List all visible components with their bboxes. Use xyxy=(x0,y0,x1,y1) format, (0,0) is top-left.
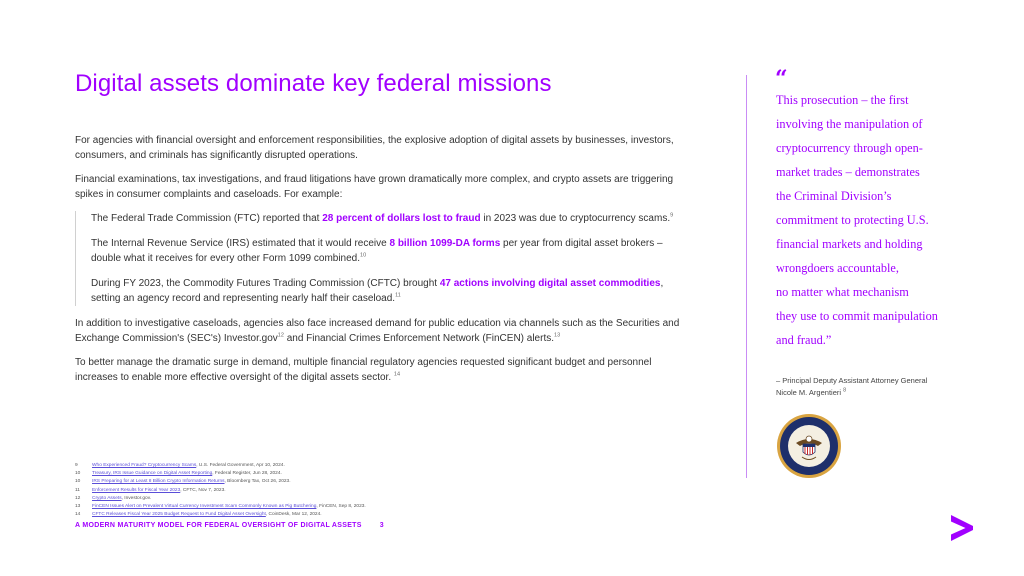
quote-line: cryptocurrency through open- xyxy=(776,141,923,155)
intro-paragraph-1: For agencies with financial oversight and enforcement responsibilities, the explosive adoption of digital assets by businesses, investors, consumers, and criminals has significantly disrupted operations. xyxy=(75,135,674,161)
quote-line: financial markets and holding xyxy=(776,237,923,251)
footnote-number: 11 xyxy=(75,487,80,493)
footnote-number: 10 xyxy=(75,479,81,485)
footnote-source: , CFTC, Nov 7, 2023. xyxy=(180,487,226,493)
paragraph-text: and Financial Crimes Enforcement Network (FinCEN) alerts. xyxy=(283,333,555,344)
footnote-source: , Investor.gov. xyxy=(121,495,152,501)
footnote-item xyxy=(75,462,415,470)
footnote-ref[interactable]: 9 xyxy=(670,212,674,219)
footnote-item xyxy=(75,470,415,478)
footnote-number: 13 xyxy=(75,504,81,510)
footer-label: A MODERN MATURITY MODEL FOR FEDERAL OVERSIGHT OF DIGITAL ASSETS xyxy=(75,522,362,529)
quote-line: no matter what mechanism xyxy=(776,285,909,299)
quote-line: market trades – demonstrates xyxy=(776,165,920,179)
example-text: During FY 2023, the Commodity Futures Trading Commission (CFTC) brought xyxy=(91,278,440,289)
doj-seal-icon xyxy=(776,413,842,479)
shield-chief xyxy=(803,444,815,447)
footnote-item xyxy=(75,487,415,495)
footnote-link[interactable]: CFTC Releases Fiscal Year 2025 Budget Request to Fund Digital Asset Oversight xyxy=(92,512,266,518)
attribution-name-line xyxy=(776,387,976,399)
footnote-link[interactable]: FinCEN Issues Alert on Prevalent Virtual Currency Investment Scam Commonly Known as Pig Butchering xyxy=(92,504,317,510)
footnote-ref[interactable]: 8 xyxy=(843,387,847,394)
example-cftc xyxy=(91,276,690,306)
paragraph-text: To better manage the dramatic surge in demand, multiple financial regulatory agencies requested significant budget and personnel increases to enable more effective oversight of the digital assets sector. xyxy=(75,357,652,383)
brand-arrow-icon xyxy=(951,515,973,541)
body-text xyxy=(75,133,690,394)
quote-line: and fraud.” xyxy=(776,333,832,347)
footnote-item xyxy=(75,478,415,486)
page-number: 3 xyxy=(379,522,384,529)
quote-mark-icon: “ xyxy=(775,66,788,92)
footnote-ref[interactable]: 12 xyxy=(277,332,284,339)
footnote-source: , Federal Register, Jun 28, 2024. xyxy=(212,471,282,477)
footnote-number: 9 xyxy=(75,463,78,468)
example-highlight: 47 actions involving digital asset commodities xyxy=(439,278,661,289)
example-irs xyxy=(91,236,690,266)
quote-line: involving the manipulation of xyxy=(776,117,923,131)
footnote-number: 10 xyxy=(75,471,81,477)
paragraph-text: In addition to investigative caseloads, agencies also face increased demand for public education via channels such as the Securities and Exchange Commission's (SEC's) Investor.gov xyxy=(75,318,680,344)
footnote-source: , CoinDesk, Mar 12, 2024. xyxy=(265,512,322,518)
page-footer xyxy=(75,522,384,529)
example-text: , setting an agency record and representing nearly half their caseload. xyxy=(91,278,664,304)
example-text: in 2023 was due to cryptocurrency scams. xyxy=(480,213,671,224)
attribution-name: Nicole M. Argentieri xyxy=(776,388,842,397)
intro-paragraph-2: Financial examinations, tax investigations, and fraud litigations have grown dramatically more complex, and crypto assets are triggering spikes in consumer complaints and caseloads. For example: xyxy=(75,174,674,200)
footnote-ref[interactable]: 13 xyxy=(554,332,561,339)
footnote-ref[interactable]: 14 xyxy=(393,371,401,378)
quote-attribution xyxy=(776,375,976,399)
attribution-role: – Principal Deputy Assistant Attorney General xyxy=(776,376,928,385)
page-title: Digital assets dominate key federal missions xyxy=(75,70,552,97)
quote-divider xyxy=(746,75,747,478)
example-ftc xyxy=(91,211,690,226)
footnote-ref[interactable]: 10 xyxy=(360,252,367,259)
example-text: per year from digital asset brokers – double what it receives for every other Form 1099 combined. xyxy=(91,238,663,264)
example-highlight: 8 billion 1099-DA forms xyxy=(389,238,501,249)
brand-arrow-shape xyxy=(951,515,973,541)
example-list xyxy=(75,211,690,306)
footnote-item xyxy=(75,495,415,503)
footnote-link[interactable]: Treasury, IRS Issue Guidance on Digital Asset Reporting xyxy=(92,471,213,477)
quote-line: wrongdoers accountable, xyxy=(776,261,899,275)
eagle-head xyxy=(806,436,812,442)
footnote-source: , Bloomberg Tax, Oct 26, 2023. xyxy=(224,479,291,485)
quote-line: This prosecution – the first xyxy=(776,93,909,107)
footnote-number: 14 xyxy=(75,512,81,518)
footnote-link[interactable]: Who Experienced Fraud? Cryptocurrency Scams xyxy=(92,463,197,468)
paragraph-public-education xyxy=(75,316,690,346)
footnote-item xyxy=(75,511,415,519)
example-text: The Federal Trade Commission (FTC) reported that xyxy=(91,213,323,224)
example-text: The Internal Revenue Service (IRS) estimated that it would receive xyxy=(91,238,390,249)
footnotes xyxy=(75,462,415,519)
footnote-link[interactable]: IRS Preparing for at Least 8 Billion Crypto Information Returns xyxy=(92,479,225,485)
pull-quote xyxy=(776,88,971,352)
footnote-item xyxy=(75,503,415,511)
paragraph-budget xyxy=(75,355,690,385)
footnote-link[interactable]: Crypto Assets xyxy=(92,495,122,501)
footnote-number: 12 xyxy=(75,495,81,501)
footnote-ref[interactable]: 11 xyxy=(395,292,401,299)
quote-line: the Criminal Division’s xyxy=(776,189,892,203)
example-highlight: 28 percent of dollars lost to fraud xyxy=(322,213,481,224)
footnote-source: , U.S. Federal Government, Apr 10, 2024. xyxy=(196,463,285,468)
footnote-link[interactable]: Enforcement Results for Fiscal Year 2023 xyxy=(92,487,181,493)
quote-line: commitment to protecting U.S. xyxy=(776,213,929,227)
footnote-source: , FinCEN, Sep 8, 2023. xyxy=(316,504,366,510)
quote-line: they use to commit manipulation xyxy=(776,309,938,323)
